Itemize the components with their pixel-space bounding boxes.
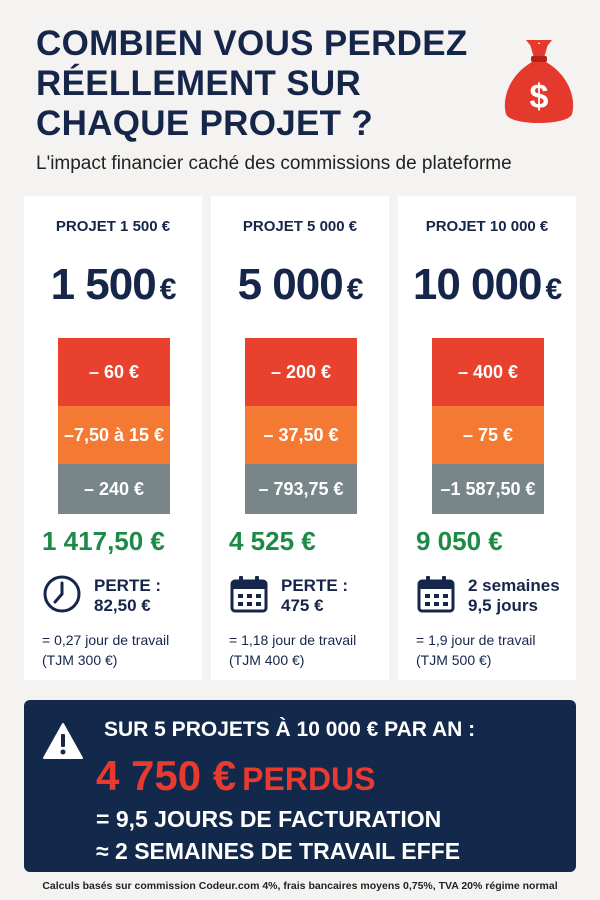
currency-symbol: €: [159, 273, 176, 306]
footnote: Calculs basés sur commission Codeur.com 4%, frais bancaires moyens 0,75%, TVA 20% régime normal: [42, 880, 558, 892]
loss-label: [468, 576, 560, 616]
workday-equivalent: [229, 630, 356, 670]
loss-line: 475 €: [281, 596, 324, 615]
project-card: [24, 196, 202, 680]
workday-equivalent: [416, 630, 535, 670]
currency-symbol: €: [346, 273, 363, 306]
tva-segment: – 793,75 €: [245, 464, 357, 514]
banner-total-loss: [96, 752, 376, 800]
currency-symbol: €: [545, 273, 562, 306]
bank-fees-segment: –7,50 à 15 €: [58, 406, 170, 464]
title-line: CHAQUE PROJET ?: [36, 104, 374, 143]
loss-line: 2 semaines: [468, 576, 560, 595]
net-amount: 4 525 €: [229, 526, 316, 556]
commission-segment: – 60 €: [58, 338, 170, 406]
title-line: COMBIEN VOUS PERDEZ: [36, 24, 468, 63]
bank-fees-segment: – 75 €: [432, 406, 544, 464]
loss-line: PERTE :: [94, 576, 162, 595]
loss-line: 9,5 jours: [468, 596, 538, 615]
equiv-line: = 1,9 jour de travail: [416, 632, 536, 648]
net-amount: 1 417,50 €: [42, 526, 165, 556]
total-loss-amount: 4 750 €: [96, 752, 237, 799]
calendar-icon: [416, 574, 456, 614]
amount-value: 5 000: [237, 260, 343, 309]
workday-equivalent: [42, 630, 169, 670]
commission-segment: – 400 €: [432, 338, 544, 406]
loss-label: [94, 576, 161, 616]
tva-segment: – 240 €: [58, 464, 170, 514]
project-title: PROJET 10 000 €: [425, 218, 549, 235]
loss-line: PERTE :: [281, 576, 349, 595]
loss-line: 82,50 €: [94, 596, 151, 615]
summary-banner: [24, 700, 576, 872]
banner-work-weeks: ≈ 2 SEMAINES DE TRAVAIL EFFE: [96, 838, 461, 864]
project-card: [398, 196, 576, 680]
page-title: [36, 24, 506, 144]
project-title: PROJET 5 000 €: [242, 218, 358, 235]
equiv-line: (TJM 300 €): [42, 652, 118, 668]
equiv-line: = 0,27 jour de travail: [42, 632, 170, 648]
subtitle: L'impact financier caché des commissions de plateforme: [36, 153, 512, 174]
warning-icon: [42, 722, 84, 760]
project-amount: [211, 260, 389, 310]
loss-label: [281, 576, 348, 616]
title-line: RÉELLEMENT SUR: [36, 64, 362, 103]
amount-value: 1 500: [50, 260, 156, 309]
bag-symbol: $: [529, 78, 549, 116]
project-title: PROJET 1 500 €: [55, 218, 171, 235]
amount-value: 10 000: [412, 260, 542, 309]
project-card: [211, 196, 389, 680]
calendar-icon: [229, 574, 269, 614]
bank-fees-segment: – 37,50 €: [245, 406, 357, 464]
clock-icon: [42, 574, 82, 614]
equiv-line: = 1,18 jour de travail: [229, 632, 357, 648]
net-amount: 9 050 €: [416, 526, 503, 556]
project-amount: [24, 260, 202, 310]
project-amount: [398, 260, 576, 310]
tva-segment: –1 587,50 €: [432, 464, 544, 514]
equiv-line: (TJM 500 €): [416, 652, 492, 668]
money-bag-icon: [500, 36, 578, 128]
total-loss-suffix: PERDUS: [242, 761, 376, 797]
banner-headline: SUR 5 PROJETS À 10 000 € PAR AN :: [104, 718, 476, 741]
equiv-line: (TJM 400 €): [229, 652, 305, 668]
banner-billing-days: = 9,5 JOURS DE FACTURATION: [96, 806, 442, 832]
commission-segment: – 200 €: [245, 338, 357, 406]
